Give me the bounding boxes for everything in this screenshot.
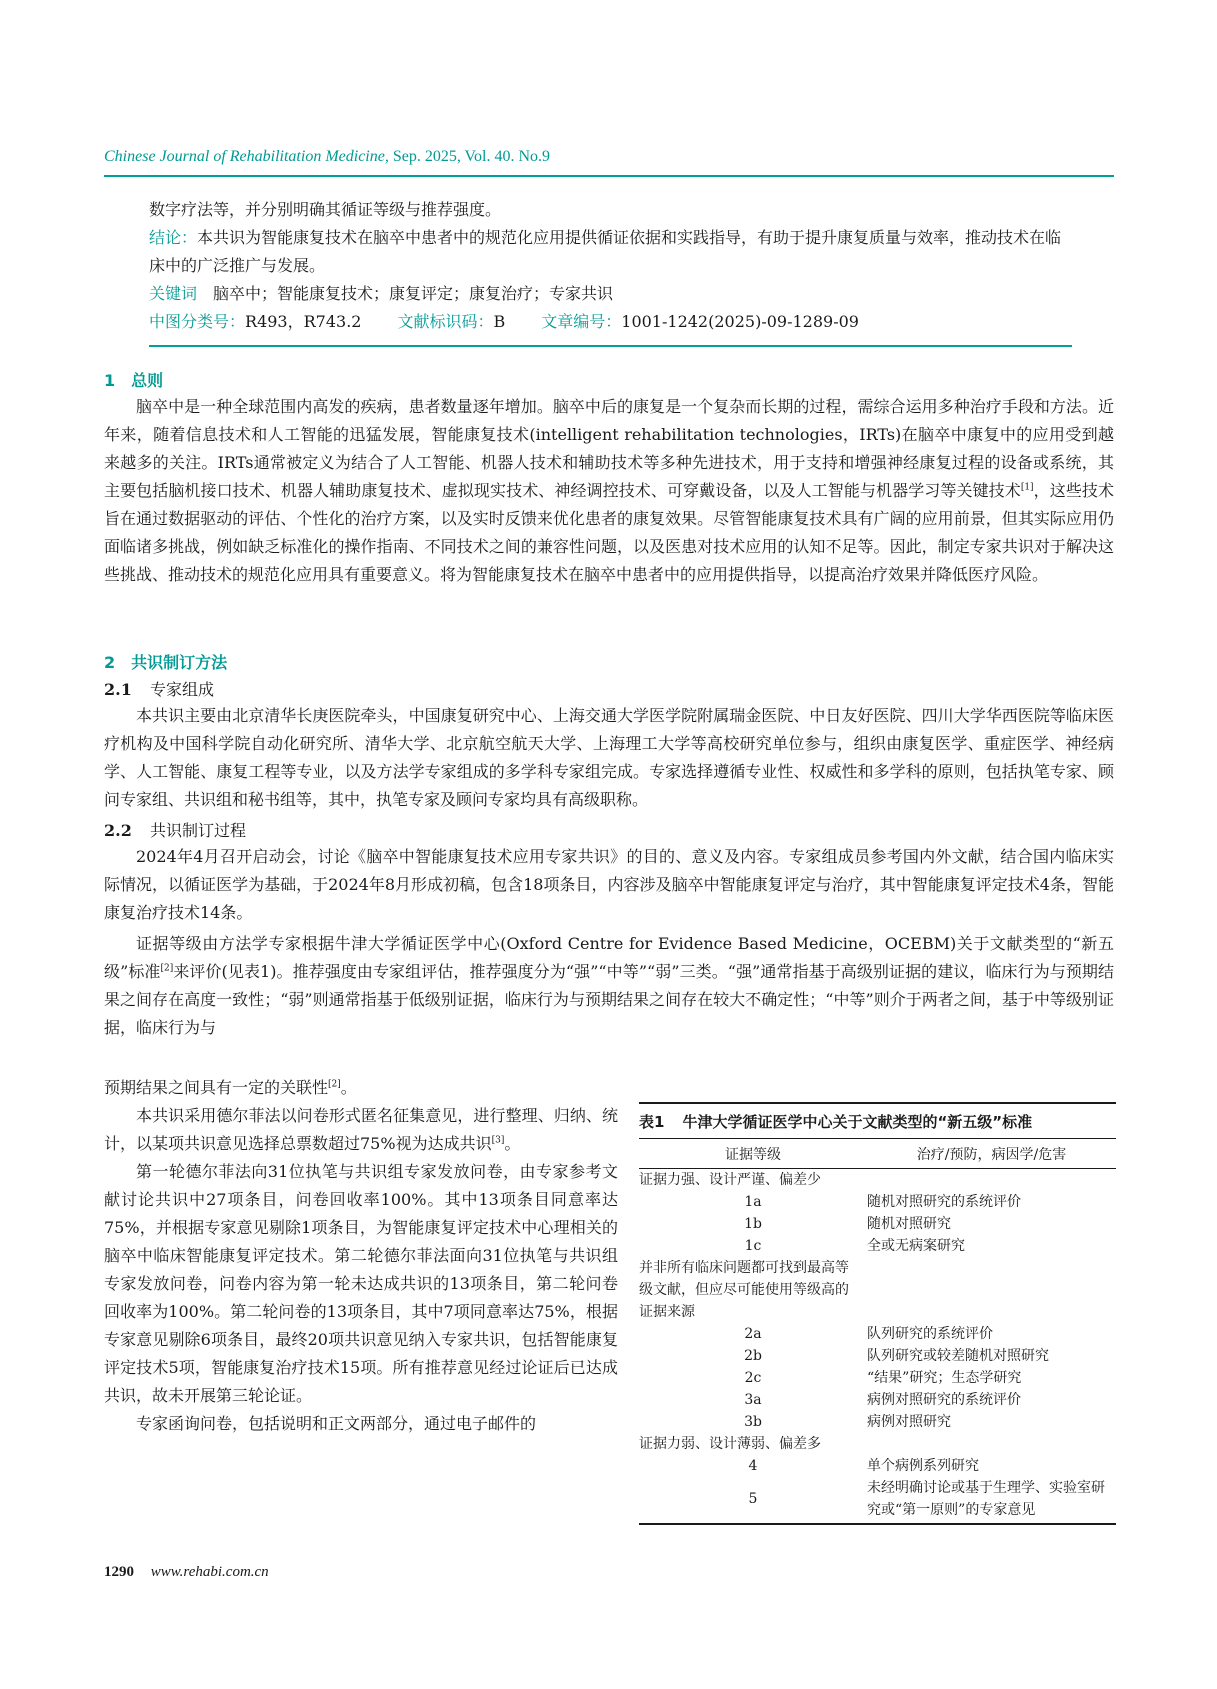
clc-label: 中图分类号： [149, 312, 246, 331]
conclusion-text: 本共识为智能康复技术在脑卒中患者中的规范化应用提供循证依据和实践指导，有助于提升康复质量与效率，推动技术在临床中的广泛推广与发展。 [149, 228, 1062, 275]
page-number: 1290 [104, 1564, 134, 1580]
table-row [639, 1389, 1116, 1411]
level-cell: 3b [744, 1414, 762, 1430]
evidence-text-b: 来评价(见表1)。推荐强度由专家组评估，推荐强度分为“强”“中等”“弱”三类。“强”通常指基于高级别证据的建议，临床行为与预期结果之间存在高度一致性；“弱”则通常指基于低级别证据，临床行为与预期结果之间存在较大不确定性；“中等”则介于两者之间，基于中等级别证据，临床行为与 [104, 962, 1115, 1037]
type-cell: 病例对照研究的系统评价 [867, 1392, 1021, 1408]
table-1-label: 表1 [639, 1113, 665, 1131]
group-weak: 证据力弱、设计薄弱、偏差多 [639, 1436, 821, 1452]
abstract-rule [149, 345, 1072, 347]
column-header-type: 治疗/预防，病因学/危害 [867, 1139, 1116, 1169]
subsection-2-2-paragraph-1: 2024年4月召开启动会，讨论《脑卒中智能康复技术应用专家共识》的目的、意义及内容。专家组成员参考国内外文献，结合国内临床实际情况，以循证医学为基础，于2024年8月形成初稿，包含18项条目，内容涉及脑卒中智能康复评定与治疗，其中智能康复评定技术4条，智能康复治疗技术14条。 [104, 847, 1114, 922]
issue-info: Sep. 2025, Vol. 40. No.9 [392, 148, 551, 165]
level-cell: 2b [744, 1348, 762, 1364]
left-column [104, 1074, 618, 1438]
table-row [639, 1345, 1116, 1367]
table-header-row [639, 1139, 1116, 1169]
doc-code-value: B [493, 312, 506, 331]
page-footer [104, 1562, 269, 1581]
level-cell: 5 [639, 1477, 867, 1524]
column-header-level: 证据等级 [639, 1139, 867, 1169]
group-note: 并非所有临床问题都可找到最高等级文献，但应尽可能使用等级高的证据来源 [639, 1260, 849, 1320]
type-cell: 随机对照研究 [867, 1216, 951, 1232]
type-cell: “结果”研究；生态学研究 [867, 1370, 1022, 1386]
delphi-text: 本共识采用德尔菲法以问卷形式匿名征集意见，进行整理、归纳、统计，以某项共识意见选择总票数超过75%视为达成共识 [104, 1106, 618, 1153]
section-1-text-a: 脑卒中是一种全球范围内高发的疾病，患者数量逐年增加。脑卒中后的康复是一个复杂而长期的过程，需综合运用多种治疗手段和方法。近年来，随着信息技术和人工智能的迅猛发展，智能康复技术(intelligent rehabilitation technologies，IRTs)在脑卒中康复中的应用受到越来越多的关注。IRTs通常被定义为结合了人工智能、机器人技术和辅助技术等多种先进技术，用于支持和增强神经康复过程的设备或系统，其主要包括脑机接口技术、机器人辅助康复技术、虚拟现实技术、神经调控技术、可穿戴设备，以及人工智能与机器学习等关键技术 [104, 397, 1114, 500]
journal-website[interactable]: www.rehabi.com.cn [150, 1564, 269, 1580]
level-cell: 1b [744, 1216, 762, 1232]
citation-3[interactable]: [3] [491, 1135, 505, 1146]
evidence-text-end [104, 1074, 618, 1102]
delphi-text-end: 。 [504, 1134, 521, 1153]
keywords-label: 关键词 [149, 284, 198, 303]
table-row [639, 1191, 1116, 1213]
level-cell: 1c [744, 1238, 762, 1254]
level-cell: 1a [744, 1194, 762, 1210]
article-no-label: 文章编号： [541, 312, 622, 331]
level-cell: 3a [744, 1392, 762, 1408]
type-cell: 随机对照研究的系统评价 [867, 1194, 1021, 1210]
level-cell: 4 [748, 1458, 758, 1474]
article-no-value: 1001-1242(2025)-09-1289-09 [621, 312, 859, 331]
citation-2[interactable]: [2] [160, 963, 174, 974]
citation-1[interactable]: [1] [1020, 482, 1034, 493]
conclusion-label: 结论： [149, 228, 198, 247]
table-row [639, 1235, 1116, 1257]
abstract-prev-line: 数字疗法等，并分别明确其循证等级与推荐强度。 [149, 200, 502, 219]
subsection-2-1-heading [104, 677, 214, 700]
section-1-text-b: ，这些技术旨在通过数据驱动的评估、个性化的治疗方案，以及实时反馈来优化患者的康复效果。尽管智能康复技术具有广阔的应用前景，但其实际应用仍面临诸多挑战，例如缺乏标准化的操作指南、不同技术之间的兼容性问题，以及医患对技术应用的认知不足等。因此，制定专家共识对于解决这些挑战、推动技术的规范化应用具有重要意义。将为智能康复技术在脑卒中患者中的应用提供指导，以提高治疗效果并降低医疗风险。 [104, 481, 1114, 584]
table-group-row [639, 1433, 1116, 1455]
citation-2b[interactable]: [2] [328, 1079, 341, 1090]
group-strong: 证据力强、设计严谨、偏差少 [639, 1172, 821, 1188]
subsection-2-2-number: 2.2 [104, 821, 132, 840]
table-row [639, 1477, 1116, 1524]
keywords-text: 脑卒中；智能康复技术；康复评定；康复治疗；专家共识 [213, 284, 614, 303]
evidence-tail-end: 。 [340, 1078, 357, 1097]
subsection-2-1-number: 2.1 [104, 680, 132, 699]
section-1-paragraph [104, 393, 1114, 589]
clc-value: R493，R743.2 [245, 312, 362, 331]
evidence-tail: 预期结果之间具有一定的关联性 [104, 1078, 329, 1097]
type-cell: 未经明确讨论或基于生理学、实验室研究或“第一原则”的专家意见 [867, 1477, 1116, 1524]
table-row [639, 1213, 1116, 1235]
type-cell: 单个病例系列研究 [867, 1458, 979, 1474]
abstract-block [149, 196, 1072, 336]
subsection-2-1-title: 专家组成 [150, 680, 215, 699]
type-cell: 全或无病案研究 [867, 1238, 965, 1254]
table-1 [639, 1102, 1116, 1525]
table-1-caption [639, 1102, 1116, 1138]
table-row [639, 1455, 1116, 1477]
evidence-text-a: 证据等级由方法学专家根据牛津大学循证医学中心(Oxford Centre for Evidence Based Medicine，OCEBM)关于文献类型的“新五级”标准 [104, 934, 1114, 981]
classification-line [149, 308, 1072, 336]
type-cell: 病例对照研究 [867, 1414, 951, 1430]
keywords [149, 280, 1072, 308]
level-cell: 2c [744, 1370, 762, 1386]
table-group-row [639, 1257, 1116, 1323]
section-1-heading: 1 总则 [104, 371, 164, 390]
delphi-paragraph [104, 1102, 618, 1158]
type-cell: 队列研究或较差随机对照研究 [867, 1348, 1049, 1364]
table-row [639, 1367, 1116, 1389]
questionnaire-paragraph: 专家函询问卷，包括说明和正文两部分，通过电子邮件的 [136, 1414, 537, 1433]
evidence-level-table [639, 1138, 1116, 1525]
table-1-title: 牛津大学循证医学中心关于文献类型的“新五级”标准 [682, 1113, 1033, 1131]
conclusion [149, 224, 1072, 280]
subsection-2-1-paragraph: 本共识主要由北京清华长庚医院牵头，中国康复研究中心、上海交通大学医学院附属瑞金医院、中日友好医院、四川大学华西医院等临床医疗机构及中国科学院自动化研究所、清华大学、北京航空航天大学、上海理工大学等高校研究单位参与，组织由康复医学、重症医学、神经病学、人工智能、康复工程等专业，以及方法学专家组成的多学科专家组完成。专家选择遵循专业性、权威性和多学科的原则，包括执笔专家、顾问专家组、共识组和秘书组等，其中，执笔专家及顾问专家均具有高级职称。 [104, 706, 1114, 809]
running-head [104, 148, 1114, 172]
header-rule [104, 175, 1114, 177]
subsection-2-2-heading [104, 818, 246, 841]
subsection-2-2-paragraph-2 [104, 930, 1114, 1042]
section-2-heading: 2 共识制订方法 [104, 653, 228, 672]
table-row [639, 1411, 1116, 1433]
journal-name: Chinese Journal of Rehabilitation Medicine, [104, 148, 389, 165]
doc-code-label: 文献标识码： [397, 312, 494, 331]
table-row [639, 1323, 1116, 1345]
rounds-paragraph: 第一轮德尔菲法向31位执笔与共识组专家发放问卷，由专家参考文献讨论共识中27项条目，问卷回收率100%。其中13项条目同意率达75%，并根据专家意见剔除1项条目，为智能康复评定技术中心理相关的脑卒中临床智能康复评定技术。第二轮德尔菲法面向31位执笔与共识组专家发放问卷，问卷内容为第一轮未达成共识的13项条目，第二轮问卷回收率为100%。第二轮问卷的13项条目，其中7项同意率达75%，根据专家意见剔除6项条目，最终20项共识意见纳入专家共识，包括智能康复评定技术5项，智能康复治疗技术15项。所有推荐意见经过论证后已达成共识，故未开展第三轮论证。 [104, 1162, 618, 1405]
subsection-2-2-title: 共识制订过程 [150, 821, 247, 840]
type-cell: 队列研究的系统评价 [867, 1326, 993, 1342]
table-group-row [639, 1169, 1116, 1192]
level-cell: 2a [744, 1326, 762, 1342]
